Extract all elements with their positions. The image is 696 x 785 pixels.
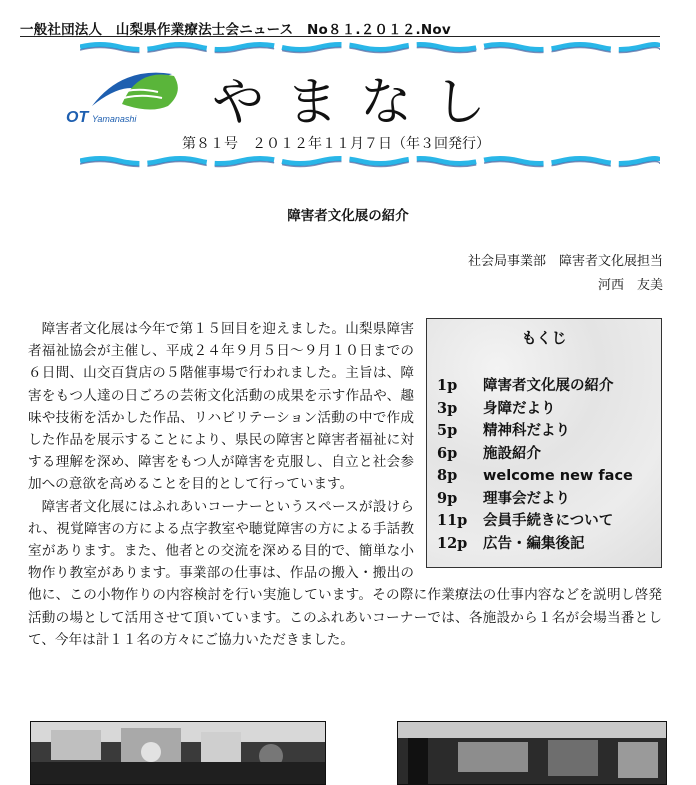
article-paragraph-2: 障害者文化展にはふれあいコーナーというスペースが設けられ、視覚障害の方による点字教室や聴覚障害の方による手話教室があります。また、他者との交流を深める目的で、簡単な小物作り教室があります。事業部の仕事は、作品の搬入・搬出の他に、この小物作りの内容検討を行い実施しています。その際に作業療法の仕事内容などを説明し啓発活動の場として活用させて頂いています。このふれあいコーナーでは、各施設から１名が会場当番として、今年は計１１名の方々にご協力いただきました。 (28, 498, 662, 648)
toc-page-number: 8p (437, 467, 458, 485)
byline-author: 河西 友美 (597, 278, 663, 293)
article-body (28, 318, 662, 651)
ot-yamanashi-logo (62, 66, 202, 128)
toc-page-number: 12p (437, 534, 468, 552)
table-of-contents (426, 318, 662, 568)
toc-item[interactable] (437, 443, 651, 466)
toc-item-label: 会員手続きについて (483, 513, 614, 530)
toc-page-number: 3p (437, 399, 458, 417)
header-top-line: 一般社団法人 山梨県作業療法士会ニュース No８１.２０１２.Nov (20, 22, 451, 38)
toc-page-number: 6p (437, 444, 458, 462)
toc-page-number: 11p (437, 512, 468, 530)
toc-item-label: 広告・編集後記 (483, 535, 585, 552)
toc-page-number: 5p (437, 422, 458, 440)
byline-department: 社会局事業部 障害者文化展担当 (467, 254, 663, 269)
event-photo-left (30, 721, 326, 785)
toc-item-label: 理事会だより (483, 490, 570, 507)
decorative-wave-bottom (80, 154, 660, 168)
svg-text:OT: OT (66, 109, 89, 126)
toc-item-label: 施設紹介 (483, 445, 541, 462)
toc-item[interactable] (437, 533, 651, 556)
toc-item[interactable] (437, 420, 651, 443)
article-title: 障害者文化展の紹介 (287, 208, 409, 224)
toc-item-label: welcome new face (483, 468, 633, 485)
article-byline (468, 250, 663, 298)
toc-item-label: 精神科だより (483, 423, 570, 440)
header-rule (20, 36, 660, 37)
toc-item-label: 身障だより (483, 400, 556, 417)
toc-item[interactable] (437, 375, 651, 398)
toc-item[interactable] (437, 465, 651, 488)
toc-item[interactable] (437, 510, 651, 533)
masthead-title: やまなし (212, 73, 509, 133)
event-photo-right (397, 721, 667, 785)
toc-title: もくじ (521, 329, 567, 347)
toc-item-label: 障害者文化展の紹介 (483, 378, 614, 395)
article-paragraph-1: 障害者文化展は今年で第１５回目を迎えました。山梨県障害者福祉協会が主催し、平成２４年９月５日～９月１０日までの６日間、山交百貨店の５階催事場で行われました。主旨は、障害をもつ人達の日ごろの芸術文化活動の成果を示す作品や、趣味や技術を活かした作品、リハビリテーション活動の中で作成した作品を展示することにより、県民の障害と障害者福祉に対する理解を深め、障害をもつ人が障害を克服し、自立と社会参加への意欲を高めることを目的として行っています。 (28, 321, 414, 493)
decorative-wave-top (80, 40, 660, 54)
toc-page-number: 9p (437, 489, 458, 507)
toc-page-number: 1p (437, 377, 458, 395)
toc-item[interactable] (437, 398, 651, 421)
svg-text:Yamanashi: Yamanashi (92, 114, 137, 124)
toc-item[interactable] (437, 488, 651, 511)
issue-info: 第８１号 ２０１２年１１月７日（年３回発行） (182, 136, 490, 152)
